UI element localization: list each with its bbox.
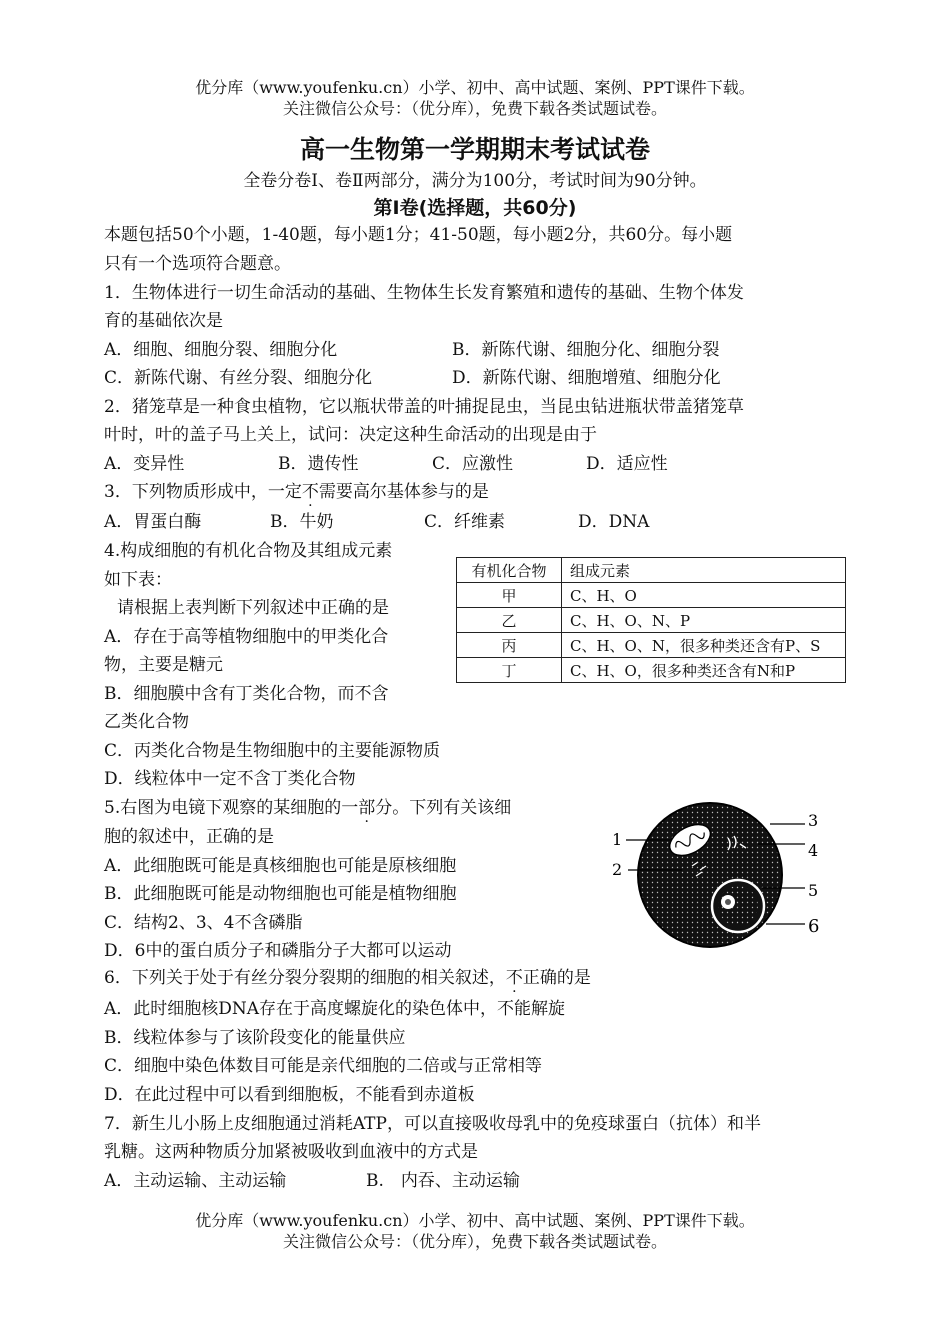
q5-option-b: B．此细胞既可能是动物细胞也可能是植物细胞 — [104, 884, 457, 904]
table-cell: C、H、O、N，很多种类还含有P、S — [562, 633, 846, 658]
q2-option-c: C．应激性 — [432, 454, 514, 474]
q2-option-b: B．遗传性 — [278, 454, 359, 474]
table-row — [457, 658, 846, 683]
q5-stem-2: 胞的叙述中，正确的是 — [104, 827, 274, 847]
q4-stem-2: 如下表： — [104, 570, 172, 590]
q6-option-a: A．此时细胞核DNA存在于高度螺旋化的染色体中，不能解旋 — [104, 999, 566, 1019]
figure-label-4: 4 — [808, 841, 819, 860]
compound-table — [456, 557, 846, 683]
q3-stem: 3．下列物质形成中，一定不需要高尔基体参与的是 — [104, 482, 489, 502]
intro-line-2: 只有一个选项符合题意。 — [104, 254, 291, 274]
section-heading: 第Ⅰ卷(选择题，共60分) — [373, 197, 577, 219]
exam-title: 高一生物第一学期期末考试试卷 — [299, 135, 650, 164]
q5-option-d: D．6中的蛋白质分子和磷脂分子大都可以运动 — [104, 941, 452, 961]
footer-line-1: 优分库（www.youfenku.cn）小学、初中、高中试题、案例、PPT课件下载。 — [195, 1211, 755, 1230]
q1-option-c: C．新陈代谢、有丝分裂、细胞分化 — [104, 368, 373, 388]
table-cell: 丁 — [457, 658, 562, 683]
q2-stem-1: 2．猪笼草是一种食虫植物，它以瓶状带盖的叶捕捉昆虫，当昆虫钻进瓶状带盖猪笼草 — [104, 397, 744, 417]
q1-option-d: D．新陈代谢、细胞增殖、细胞分化 — [452, 368, 721, 388]
exam-subtitle: 全卷分卷Ⅰ、卷Ⅱ两部分，满分为100分，考试时间为90分钟。 — [243, 171, 707, 191]
q5-option-a: A．此细胞既可能是真核细胞也可能是原核细胞 — [104, 856, 457, 876]
q1-option-a: A．细胞、细胞分裂、细胞分化 — [104, 340, 338, 360]
figure-label-3: 3 — [808, 811, 819, 830]
q2-option-d: D．适应性 — [586, 454, 668, 474]
q1-stem-1: 1．生物体进行一切生命活动的基础、生物体生长发育繁殖和遗传的基础、生物个体发 — [104, 283, 744, 303]
q6-option-c: C．细胞中染色体数目可能是亲代细胞的二倍或与正常相等 — [104, 1056, 543, 1076]
q1-option-b: B．新陈代谢、细胞分化、细胞分裂 — [452, 340, 720, 360]
q4-option-c: C．丙类化合物是生物细胞中的主要能源物质 — [104, 741, 441, 761]
emphasis-dot: 不 — [505, 968, 523, 988]
table-header-cell: 组成元素 — [562, 558, 846, 583]
q6-option-b: B．线粒体参与了该阶段变化的能量供应 — [104, 1028, 406, 1048]
q7-stem-2: 乳糖。这两种物质分加紧被吸收到血液中的方式是 — [104, 1142, 478, 1162]
q7-option-b: B. 内吞、主动运输 — [366, 1171, 520, 1191]
cell-body — [638, 803, 782, 947]
table-header-row — [457, 558, 846, 583]
figure-label-5: 5 — [808, 881, 819, 900]
table-cell: C、H、O，很多种类还含有N和P — [562, 658, 846, 683]
q3-option-b: B．牛奶 — [270, 512, 334, 532]
q4-option-d: D．线粒体中一定不含丁类化合物 — [104, 769, 356, 789]
q6-option-d: D．在此过程中可以看到细胞板，不能看到赤道板 — [104, 1085, 475, 1105]
header-line-2: 关注微信公众号：（优分库），免费下载各类试题试卷。 — [282, 99, 667, 118]
table-row — [457, 583, 846, 608]
q4-option-b-2: 乙类化合物 — [104, 712, 189, 732]
q4-option-a-2: 物，主要是糖元 — [104, 655, 223, 675]
footer-line-2: 关注微信公众号：（优分库），免费下载各类试题试卷。 — [282, 1232, 667, 1251]
q1-stem-2: 育的基础依次是 — [104, 311, 223, 331]
q4-stem-3: 请根据上表判断下列叙述中正确的是 — [117, 598, 389, 618]
q4-stem-1: 4.构成细胞的有机化合物及其组成元素 — [104, 541, 393, 561]
q3-option-a: A．胃蛋白酶 — [104, 512, 202, 532]
q2-option-a: A．变异性 — [104, 454, 185, 474]
table-cell: 乙 — [457, 608, 562, 633]
q6-stem: 6．下列关于处于有丝分裂分裂期的细胞的相关叙述，不正确的是 — [104, 968, 591, 988]
table-cell: C、H、O、N、P — [562, 608, 846, 633]
table-header-cell: 有机化合物 — [457, 558, 562, 583]
table-cell: 甲 — [457, 583, 562, 608]
table-row — [457, 633, 846, 658]
figure-label-6: 6 — [808, 916, 820, 937]
figure-label-2: 2 — [612, 860, 623, 879]
q2-stem-2: 叶时，叶的盖子马上关上，试问：决定这种生命活动的出现是由于 — [104, 425, 597, 445]
table-row — [457, 608, 846, 633]
q7-stem-1: 7．新生儿小肠上皮细胞通过消耗ATP，可以直接吸收母乳中的免疫球蛋白（抗体）和半 — [104, 1114, 761, 1134]
q4-option-a-1: A．存在于高等植物细胞中的甲类化合 — [104, 627, 389, 647]
q5-option-c: C．结构2、3、4不含磷脂 — [104, 913, 303, 933]
intro-line-1: 本题包括50个小题，1-40题，每小题1分；41-50题，每小题2分，共60分。每小题 — [104, 225, 733, 245]
q3-option-d: D．DNA — [578, 512, 650, 532]
header-line-1: 优分库（www.youfenku.cn）小学、初中、高中试题、案例、PPT课件下载。 — [195, 78, 755, 97]
q7-option-a: A．主动运输、主动运输 — [104, 1171, 287, 1191]
table-cell: C、H、O — [562, 583, 846, 608]
q5-stem-1: 5.右图为电镜下观察的某细胞的一部分。下列有关该细 — [104, 798, 512, 818]
cell-diagram — [600, 800, 840, 950]
emphasis-dot: 一部分 — [341, 798, 393, 818]
q4-option-b-1: B．细胞膜中含有丁类化合物，而不含 — [104, 684, 389, 704]
emphasis-dot: 不 — [301, 482, 319, 502]
figure-label-1: 1 — [612, 830, 623, 849]
q3-option-c: C．纤维素 — [424, 512, 506, 532]
table-cell: 丙 — [457, 633, 562, 658]
